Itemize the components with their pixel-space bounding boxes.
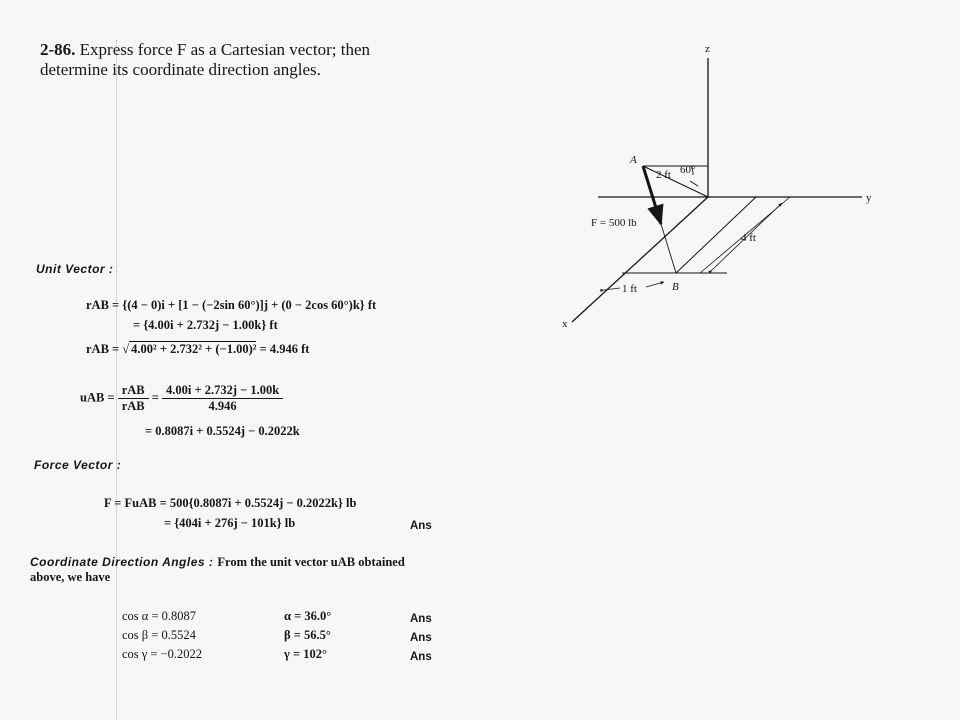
dim-2ft-label: 2 ft [656,169,671,181]
dim-1ft-label: 1 ft [622,283,637,295]
unit-vector-result: = 0.8087i + 0.5524j − 0.2022k [145,424,300,438]
problem-line-1: Express force F as a Cartesian vector; then [79,40,370,59]
force-line-of-action [661,224,676,273]
problem-figure [540,30,900,350]
r-vector-line-2: = {4.00i + 2.732j − 1.00k} ft [133,318,278,332]
fraction-numerator: 4.00i + 2.732j − 1.00k [162,383,283,399]
direction-intro-line-1: From the unit vector uAB obtained [217,555,405,569]
dim-1ft-left-arrow [604,288,620,290]
problem-statement [40,40,370,60]
y-axis-label: y [866,192,872,204]
problem-line-2: determine its coordinate direction angles. [40,60,321,79]
r-magnitude-lhs: rAB = [86,342,120,356]
equals-sign: = [151,390,159,405]
r-magnitude-result: = 4.946 ft [259,342,310,356]
gamma-ans: Ans [410,651,432,663]
direction-angles-heading: Coordinate Direction Angles : [30,555,214,569]
unit-vector-line [80,383,283,414]
problem-number: 2-86. [40,40,76,59]
r-magnitude-line [86,342,309,357]
force-label: F = 500 lb [591,217,637,229]
dim-4ft-label: 4 ft [741,232,756,244]
r-vector-lhs: rAB = [86,298,120,312]
force-ans: Ans [410,520,432,532]
force-line-2: = {404i + 276j − 101k} lb [164,516,296,530]
fraction-denominator: 4.946 [208,399,237,413]
cos-beta: cos β = 0.5524 [122,628,196,642]
ratio-denominator: rAB [121,399,145,413]
angle-tick [690,181,698,186]
force-lhs: F = FuAB [104,496,157,510]
force-vector-heading: Force Vector : [34,458,122,472]
alpha-ans: Ans [410,613,432,625]
beta-value: β = 56.5° [284,628,331,642]
cos-gamma: cos γ = −0.2022 [122,647,203,661]
scan-line-artifact [116,40,117,720]
x-axis [572,197,708,322]
point-b-label: B [672,281,679,293]
force-expression: = 500{0.8087i + 0.5524j − 0.2022k} lb [159,496,357,510]
unit-vector-heading: Unit Vector : [36,262,114,276]
unit-vector-lhs: uAB = [80,390,115,405]
force-line-1 [104,496,356,511]
unit-vector-ratio [118,383,149,414]
cos-alpha: cos α = 0.8087 [122,609,197,623]
r-vector-line-1 [86,298,376,313]
gamma-value: γ = 102° [284,647,327,661]
angle-60-label: 60° [680,164,696,176]
direction-intro-line-2: above, we have [30,570,111,584]
sqrt-symbol: √ [122,342,130,356]
z-axis-label: z [705,43,710,55]
rod-line [643,166,708,197]
r-magnitude-radicand: 4.00² + 2.732² + (−1.00)² [131,342,257,356]
alpha-value: α = 36.0° [284,609,332,623]
x-axis-label: x [562,318,568,330]
beta-ans: Ans [410,632,432,644]
dim-1ft-right-arrow [646,282,664,287]
ratio-numerator: rAB [118,383,149,399]
r-vector-expression: {(4 − 0)i + [1 − (−2sin 60°)]j + (0 − 2cos 60°)k} ft [122,298,377,312]
point-a-label: A [630,154,637,166]
unit-vector-fraction [162,383,283,414]
direction-angles-intro [30,553,405,571]
